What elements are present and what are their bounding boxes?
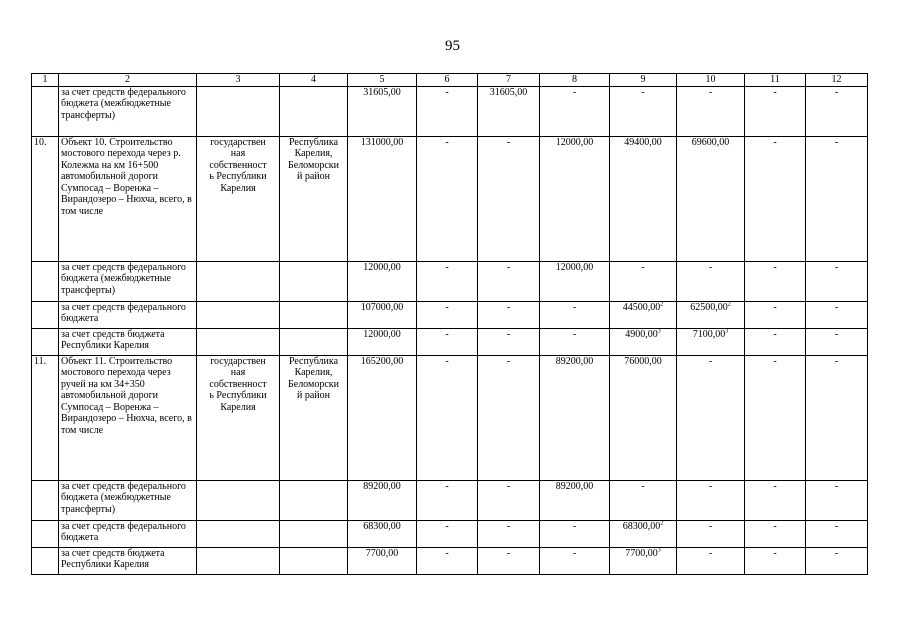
amount-cell xyxy=(540,261,610,301)
table-row xyxy=(32,547,868,574)
amount-value: - xyxy=(708,355,713,367)
amount-value: - xyxy=(572,547,577,559)
page-number: 95 xyxy=(445,38,460,54)
footnote-mark: 3 xyxy=(657,328,661,335)
amount-value: - xyxy=(445,328,449,340)
amount-cell xyxy=(610,547,677,574)
amount-cell xyxy=(348,328,417,355)
amount-cell xyxy=(677,301,745,328)
location-cell xyxy=(280,480,348,520)
amount-value: 69600,00 xyxy=(691,136,730,148)
ownership-cell xyxy=(197,480,280,520)
amount-value: - xyxy=(834,328,839,340)
amount-cell xyxy=(417,86,478,136)
amount-cell xyxy=(417,136,478,261)
amount-cell xyxy=(478,480,540,520)
amount-cell xyxy=(806,136,868,261)
amount-cell xyxy=(806,480,868,520)
ownership-cell xyxy=(197,301,280,328)
amount-value: - xyxy=(834,136,839,148)
object-description: Объект 11. Строительство мостового перехода через ручей на км 34+350 автомобильной дороги Сумпосад – Воренжа – Вирандозеро – Нюхча, всего, в том числе xyxy=(59,355,197,480)
object-description: за счет средств федерального бюджета xyxy=(59,520,197,547)
amount-cell xyxy=(745,355,806,480)
amount-value: 49400,00 xyxy=(624,136,662,148)
amount-cell xyxy=(417,355,478,480)
amount-cell xyxy=(610,520,677,547)
object-description: Объект 10. Строительство мостового перехода через р. Колежма на км 16+500 автомобильной дороги Сумпосад – Воренжа – Вирандозеро – Нюхча, всего, в том числе xyxy=(59,136,197,261)
amount-value: - xyxy=(506,520,511,532)
amount-cell xyxy=(745,328,806,355)
amount-cell xyxy=(745,136,806,261)
amount-value: - xyxy=(506,261,511,273)
amount-value: - xyxy=(641,480,645,492)
amount-value: - xyxy=(506,547,511,559)
amount-cell xyxy=(540,480,610,520)
table-row xyxy=(32,261,868,301)
amount-value: 89200,00 xyxy=(363,480,401,492)
object-description: за счет средств бюджета Республики Карелия xyxy=(59,328,197,355)
column-number: 11 xyxy=(745,74,806,87)
row-number xyxy=(32,520,59,547)
amount-cell xyxy=(478,355,540,480)
location-cell xyxy=(280,301,348,328)
table-row xyxy=(32,136,868,261)
row-number xyxy=(32,328,59,355)
amount-cell xyxy=(677,261,745,301)
location-text: Республика Карелия, Беломорский район xyxy=(288,136,339,182)
amount-cell xyxy=(540,328,610,355)
amount-value: - xyxy=(445,547,449,559)
amount-value: 12000,00 xyxy=(363,328,401,340)
amount-cell xyxy=(478,301,540,328)
amount-value: - xyxy=(506,328,511,340)
table-row xyxy=(32,328,868,355)
ownership-cell xyxy=(197,86,280,136)
row-number xyxy=(32,547,59,574)
column-number: 3 xyxy=(197,74,280,87)
amount-value: 68300,00 xyxy=(622,520,661,532)
ownership-text: государственная собственность Республики Карелия xyxy=(209,136,267,194)
amount-cell xyxy=(417,328,478,355)
amount-cell xyxy=(478,261,540,301)
amount-cell xyxy=(540,355,610,480)
amount-cell xyxy=(610,136,677,261)
amount-cell xyxy=(540,86,610,136)
ownership-cell xyxy=(197,520,280,547)
amount-value: - xyxy=(708,480,713,492)
object-description: за счет средств бюджета Республики Карелия xyxy=(59,547,197,574)
amount-value: 89200,00 xyxy=(555,480,594,492)
amount-value: - xyxy=(572,328,577,340)
amount-cell xyxy=(806,328,868,355)
amount-cell xyxy=(417,261,478,301)
amount-value: - xyxy=(445,355,449,367)
column-number: 9 xyxy=(610,74,677,87)
column-number: 12 xyxy=(806,74,868,87)
amount-cell xyxy=(745,86,806,136)
amount-cell xyxy=(417,480,478,520)
amount-cell xyxy=(610,301,677,328)
amount-cell xyxy=(348,136,417,261)
amount-value: 12000,00 xyxy=(363,261,401,273)
amount-cell xyxy=(540,520,610,547)
column-number: 1 xyxy=(32,74,59,87)
footnote-mark: 3 xyxy=(725,328,729,335)
location-cell xyxy=(280,86,348,136)
object-description: за счет средств федерального бюджета (межбюджетные трансферты) xyxy=(59,261,197,301)
amount-value: - xyxy=(773,328,777,340)
table-row xyxy=(32,520,868,547)
location-cell xyxy=(280,328,348,355)
amount-cell xyxy=(745,480,806,520)
amount-value: - xyxy=(834,355,839,367)
column-number: 8 xyxy=(540,74,610,87)
amount-value: - xyxy=(708,261,713,273)
amount-value: - xyxy=(834,261,839,273)
amount-cell xyxy=(806,301,868,328)
amount-value: 31605,00 xyxy=(363,86,401,98)
amount-cell xyxy=(478,520,540,547)
amount-value: 7700,00 xyxy=(365,547,399,559)
amount-value: - xyxy=(834,86,839,98)
amount-value: - xyxy=(834,301,839,313)
row-number xyxy=(32,86,59,136)
amount-value: - xyxy=(572,86,577,98)
amount-value: 76000,00 xyxy=(624,355,662,367)
amount-cell xyxy=(348,86,417,136)
amount-value: - xyxy=(773,136,777,148)
amount-value: - xyxy=(708,520,713,532)
amount-value: - xyxy=(773,520,777,532)
investment-table xyxy=(31,73,868,575)
amount-value: 7100,00 xyxy=(692,328,726,340)
column-number: 7 xyxy=(478,74,540,87)
amount-cell xyxy=(610,480,677,520)
ownership-cell xyxy=(197,355,280,480)
amount-value: 31605,00 xyxy=(489,86,528,98)
amount-value: - xyxy=(773,301,777,313)
amount-value: 44500,00 xyxy=(622,301,661,313)
amount-cell xyxy=(806,86,868,136)
amount-cell xyxy=(610,261,677,301)
location-cell xyxy=(280,520,348,547)
amount-cell xyxy=(540,301,610,328)
amount-value: 165200,00 xyxy=(360,355,404,367)
amount-cell xyxy=(540,136,610,261)
amount-value: - xyxy=(708,86,713,98)
row-number: 10. xyxy=(32,136,59,261)
row-number xyxy=(32,301,59,328)
column-number: 2 xyxy=(59,74,197,87)
amount-value: - xyxy=(506,301,511,313)
footnote-mark: 2 xyxy=(660,520,664,527)
amount-cell xyxy=(610,328,677,355)
amount-cell xyxy=(417,301,478,328)
amount-cell xyxy=(417,547,478,574)
ownership-text: государственная собственность Республики Карелия xyxy=(209,355,267,413)
amount-value: - xyxy=(572,520,577,532)
amount-cell xyxy=(478,136,540,261)
amount-cell xyxy=(677,328,745,355)
amount-cell xyxy=(348,480,417,520)
amount-cell xyxy=(745,547,806,574)
amount-value: - xyxy=(445,520,449,532)
amount-value: - xyxy=(445,301,449,313)
amount-value: - xyxy=(506,136,511,148)
location-cell xyxy=(280,547,348,574)
column-number-row xyxy=(32,74,868,87)
amount-value: - xyxy=(708,547,713,559)
amount-value: 62500,00 xyxy=(690,301,728,313)
table-body xyxy=(32,86,868,574)
footnote-mark: 2 xyxy=(727,301,731,308)
amount-cell xyxy=(348,261,417,301)
amount-value: - xyxy=(641,261,645,273)
amount-cell xyxy=(806,261,868,301)
amount-cell xyxy=(806,520,868,547)
location-cell xyxy=(280,261,348,301)
amount-cell xyxy=(610,86,677,136)
amount-value: - xyxy=(506,480,511,492)
amount-value: - xyxy=(773,355,777,367)
amount-value: - xyxy=(773,86,777,98)
object-description: за счет средств федерального бюджета (межбюджетные трансферты) xyxy=(59,480,197,520)
amount-value: - xyxy=(641,86,645,98)
table-row xyxy=(32,480,868,520)
amount-cell xyxy=(348,355,417,480)
table-row xyxy=(32,355,868,480)
amount-cell xyxy=(417,520,478,547)
amount-value: 7700,00 xyxy=(625,547,658,559)
amount-cell xyxy=(348,520,417,547)
amount-value: - xyxy=(834,520,839,532)
amount-cell xyxy=(677,355,745,480)
amount-cell xyxy=(478,86,540,136)
amount-value: - xyxy=(773,547,777,559)
row-number xyxy=(32,261,59,301)
object-description: за счет средств федерального бюджета xyxy=(59,301,197,328)
row-number xyxy=(32,480,59,520)
ownership-cell xyxy=(197,136,280,261)
amount-value: - xyxy=(445,480,449,492)
amount-value: 12000,00 xyxy=(555,136,594,148)
amount-cell xyxy=(806,355,868,480)
amount-cell xyxy=(478,328,540,355)
amount-value: 131000,00 xyxy=(360,136,404,148)
table-row xyxy=(32,301,868,328)
amount-cell xyxy=(745,261,806,301)
object-description: за счет средств федерального бюджета (межбюджетные трансферты) xyxy=(59,86,197,136)
amount-value: 107000,00 xyxy=(360,301,404,313)
amount-value: - xyxy=(834,547,839,559)
amount-cell xyxy=(610,355,677,480)
amount-cell xyxy=(677,136,745,261)
footnote-mark: 2 xyxy=(660,301,664,308)
amount-value: - xyxy=(445,86,449,98)
amount-value: - xyxy=(572,301,577,313)
ownership-cell xyxy=(197,547,280,574)
amount-cell xyxy=(478,547,540,574)
table-row xyxy=(32,86,868,136)
amount-value: - xyxy=(773,261,777,273)
footnote-mark: 3 xyxy=(657,547,661,554)
location-cell xyxy=(280,355,348,480)
amount-value: - xyxy=(445,261,449,273)
amount-cell xyxy=(677,480,745,520)
amount-value: 68300,00 xyxy=(363,520,401,532)
amount-value: 12000,00 xyxy=(555,261,594,273)
column-number: 6 xyxy=(417,74,478,87)
amount-cell xyxy=(806,547,868,574)
amount-cell xyxy=(745,520,806,547)
location-text: Республика Карелия, Беломорский район xyxy=(288,355,339,401)
amount-cell xyxy=(677,520,745,547)
location-cell xyxy=(280,136,348,261)
amount-value: - xyxy=(506,355,511,367)
amount-value: - xyxy=(445,136,449,148)
ownership-cell xyxy=(197,328,280,355)
amount-value: 4900,00 xyxy=(625,328,658,340)
column-number: 4 xyxy=(280,74,348,87)
ownership-cell xyxy=(197,261,280,301)
amount-value: - xyxy=(773,480,777,492)
row-number: 11. xyxy=(32,355,59,480)
amount-value: - xyxy=(834,480,839,492)
column-number: 10 xyxy=(677,74,745,87)
amount-cell xyxy=(677,86,745,136)
column-number: 5 xyxy=(348,74,417,87)
amount-cell xyxy=(745,301,806,328)
amount-cell xyxy=(540,547,610,574)
amount-cell xyxy=(677,547,745,574)
amount-cell xyxy=(348,301,417,328)
amount-value: 89200,00 xyxy=(555,355,594,367)
amount-cell xyxy=(348,547,417,574)
